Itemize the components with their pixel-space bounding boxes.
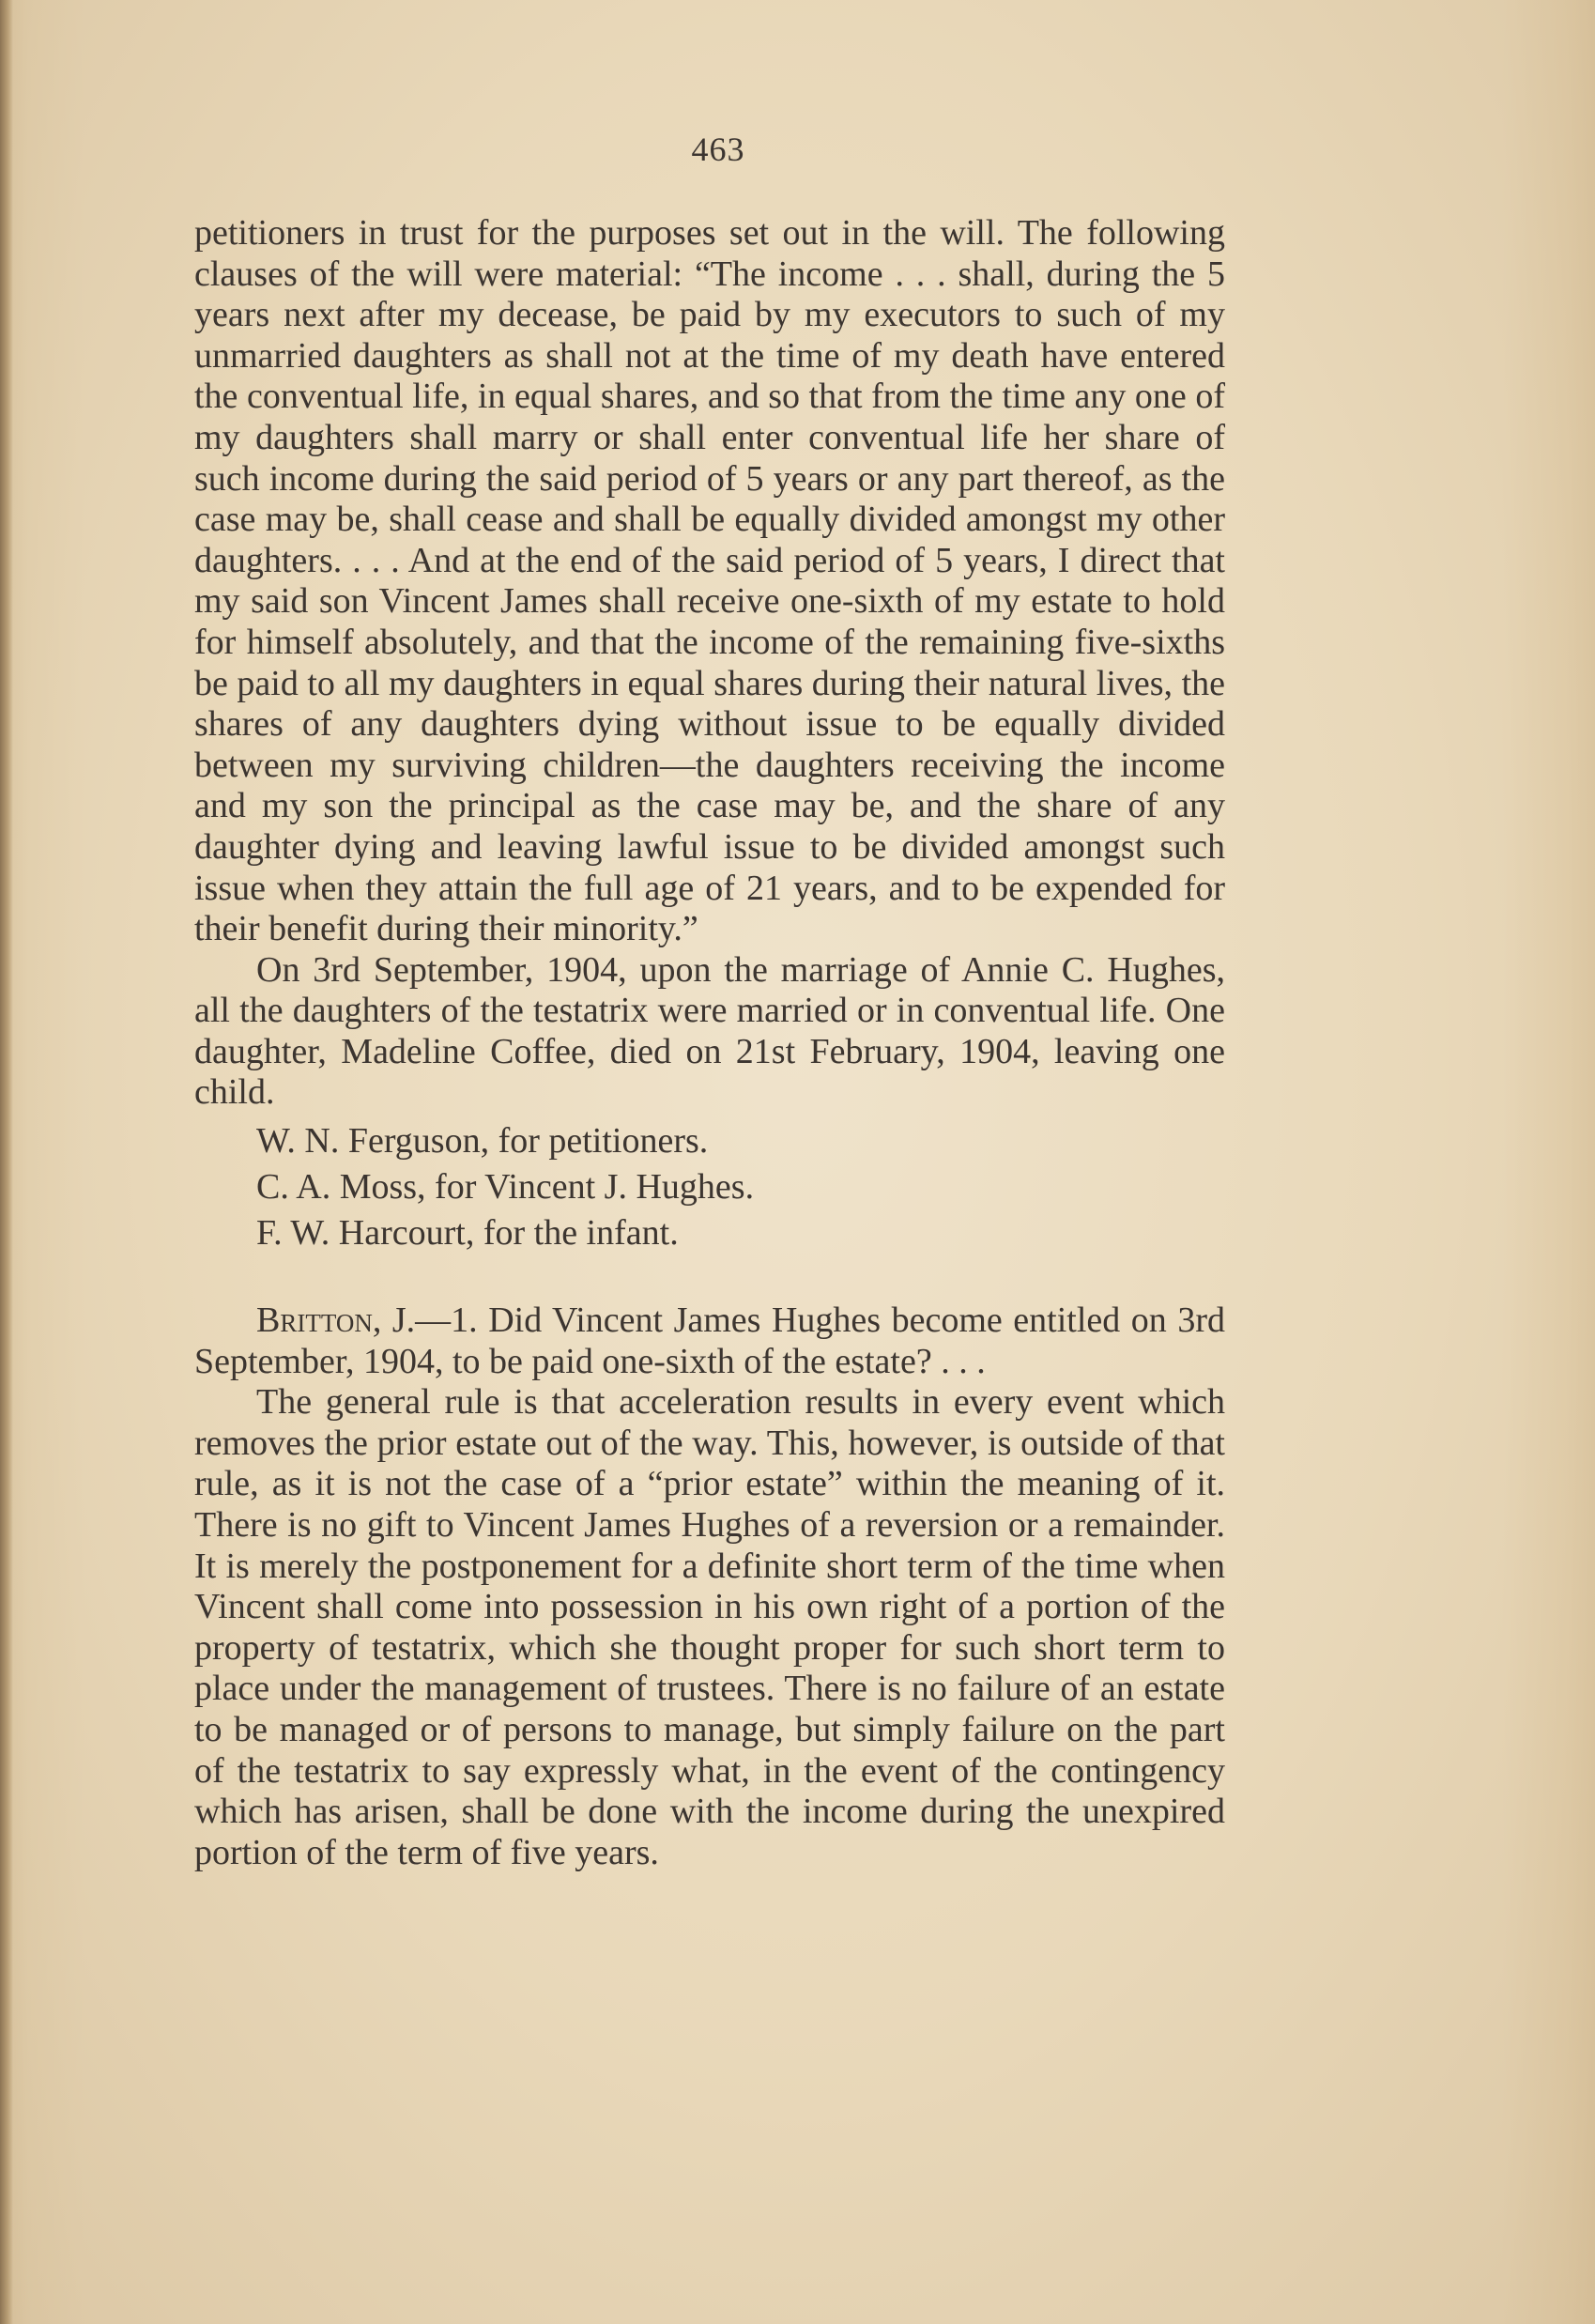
counsel-vincent-hughes: C. A. Moss, for Vincent J. Hughes.: [256, 1167, 755, 1208]
counsel-infant: F. W. Harcourt, for the infant.: [256, 1213, 679, 1254]
counsel-list: [194, 1118, 1225, 1256]
judgment-paragraph: The general rule is that acceleration results in every event which removes the prior estate out of the way. This, however, is outside of that rule, as it is not the case of a “prior estate” within the meaning of it. There is no gift to Vincent James Hughes of a reversion or a remainder. It is merely the postponement for a definite short term of the time when Vincent shall come into possession in his own right of a portion of the property of testatrix, which she thought proper for such short term to place under the management of trustees. There is no failure of an estate to be managed or of persons to manage, but simply failure on the part of the testatrix to say expressly what, in the event of the contingency which has arisen, shall be done with the income during the unexpired portion of the term of five years.: [194, 1382, 1225, 1872]
facts-paragraph: On 3rd September, 1904, upon the marriage of Annie C. Hughes, all the daughters of the testatrix were married or in conventual life. One daughter, Madeline Coffee, died on 21st February, 1904, leaving one child.: [194, 949, 1225, 1113]
judgment-opening: [194, 1301, 1225, 1382]
page-body: [194, 213, 1225, 1873]
book-spine-edge: [0, 0, 13, 2324]
judgment-question: —1. Did Vincent James Hughes become entitled on 3rd September, 1904, to be paid one-sixth of the estate? . . .: [194, 1301, 1225, 1381]
page-number: 463: [691, 131, 745, 168]
will-clauses-paragraph: petitioners in trust for the purposes set out in the will. The following clauses of the will were material: “The income . . . shall, during the 5 years next after my decease, be paid by my executors to such of my unmarried daughters as shall not at the time of my death have entered the conventual life, in equal shares, and so that from the time any one of my daughters shall marry or shall enter conventual life her share of such income during the said period of 5 years or any part thereof, as the case may be, shall cease and shall be equally divided amongst my other daughters. . . . And at the end of the said period of 5 years, I direct that my said son Vincent James shall receive one-sixth of my estate to hold for himself absolutely, and that the income of the remaining five-sixths be paid to all my daughters in equal shares during their natural lives, the shares of any daughters dying without issue to be equally divided between my surviving children—the daughters receiving the income and my son the principal as the case may be, and the share of any daughter dying and leaving lawful issue to be divided amongst such issue when they attain the full age of 21 years, and to be expended for their benefit during their minority.”: [194, 213, 1225, 949]
judge-name: Britton, J.: [256, 1301, 416, 1341]
counsel-petitioners: W. N. Ferguson, for petitioners.: [256, 1121, 709, 1162]
